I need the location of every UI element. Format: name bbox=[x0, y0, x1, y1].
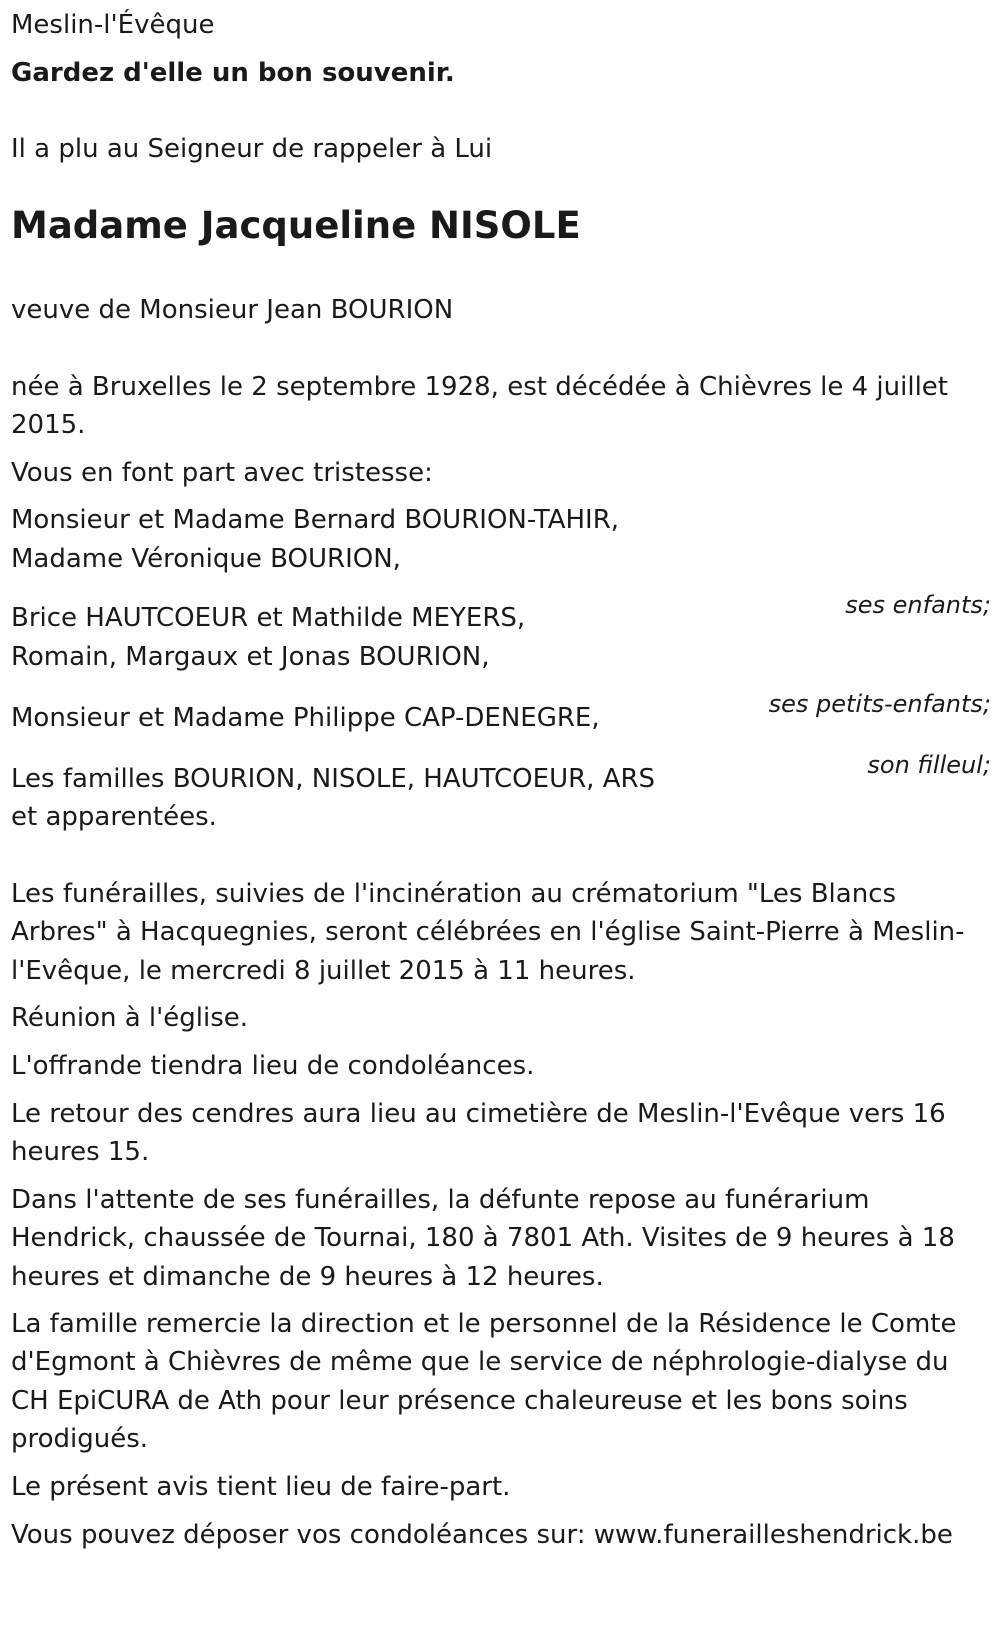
funeral-line-1: Les funérailles, suivies de l'incinération au crématorium "Les Blancs bbox=[11, 879, 897, 909]
grandchildren-role: ses petits-enfants; bbox=[768, 690, 991, 718]
condolences-text[interactable]: Vous pouvez déposer vos condoléances sur: www.funerailleshendrick.be bbox=[11, 1520, 953, 1550]
grandchildren-line-2: Romain, Margaux et Jonas BOURION, bbox=[11, 642, 490, 672]
birth-death-line-1: née à Bruxelles le 2 septembre 1928, est décédée à Chièvres le 4 juillet bbox=[11, 372, 948, 402]
grandchildren-line-1: Brice HAUTCOEUR et Mathilde MEYERS, bbox=[11, 603, 526, 633]
widow-of: veuve de Monsieur Jean BOURION bbox=[11, 295, 454, 325]
deceased-name: Madame Jacqueline NISOLE bbox=[11, 204, 581, 247]
children-line-2: Madame Véronique BOURION, bbox=[11, 544, 401, 574]
announce-text: Vous en font part avec tristesse: bbox=[11, 458, 433, 488]
funeral-line-3: l'Evêque, le mercredi 8 juillet 2015 à 11 heures. bbox=[11, 956, 636, 986]
funeral-line-2: Arbres" à Hacquegnies, seront célébrées en l'église Saint-Pierre à Meslin- bbox=[11, 917, 965, 947]
offrande-text: L'offrande tiendra lieu de condoléances. bbox=[11, 1051, 535, 1081]
children-line-1: Monsieur et Madame Bernard BOURION-TAHIR, bbox=[11, 505, 620, 535]
intro-text: Il a plu au Seigneur de rappeler à Lui bbox=[11, 134, 493, 164]
thanks-line-3: CH EpiCURA de Ath pour leur présence chaleureuse et les bons soins bbox=[11, 1386, 908, 1416]
rest-line-1: Dans l'attente de ses funérailles, la défunte repose au funérarium bbox=[11, 1185, 870, 1215]
rest-line-2: Hendrick, chaussée de Tournai, 180 à 7801 Ath. Visites de 9 heures à 18 bbox=[11, 1223, 955, 1253]
thanks-line-4: prodigués. bbox=[11, 1424, 149, 1454]
godson-role: son filleul; bbox=[867, 751, 991, 779]
ashes-line-1: Le retour des cendres aura lieu au cimetière de Meslin-l'Evêque vers 16 bbox=[11, 1099, 946, 1129]
ashes-line-2: heures 15. bbox=[11, 1137, 150, 1167]
godson-line: Monsieur et Madame Philippe CAP-DENEGRE, bbox=[11, 703, 600, 733]
families-line-2: et apparentées. bbox=[11, 802, 217, 832]
birth-death-line-2: 2015. bbox=[11, 410, 86, 440]
children-role: ses enfants; bbox=[845, 591, 991, 619]
thanks-line-2: d'Egmont à Chièvres de même que le service de néphrologie-dialyse du bbox=[11, 1347, 949, 1377]
families-line-1: Les familles BOURION, NISOLE, HAUTCOEUR, ARS bbox=[11, 764, 656, 794]
reunion-text: Réunion à l'église. bbox=[11, 1003, 249, 1033]
location: Meslin-l'Évêque bbox=[11, 10, 215, 40]
rest-line-3: heures et dimanche de 9 heures à 12 heures. bbox=[11, 1262, 604, 1292]
faire-part-text: Le présent avis tient lieu de faire-part. bbox=[11, 1472, 511, 1502]
motto: Gardez d'elle un bon souvenir. bbox=[11, 58, 455, 88]
thanks-line-1: La famille remercie la direction et le personnel de la Résidence le Comte bbox=[11, 1309, 957, 1339]
